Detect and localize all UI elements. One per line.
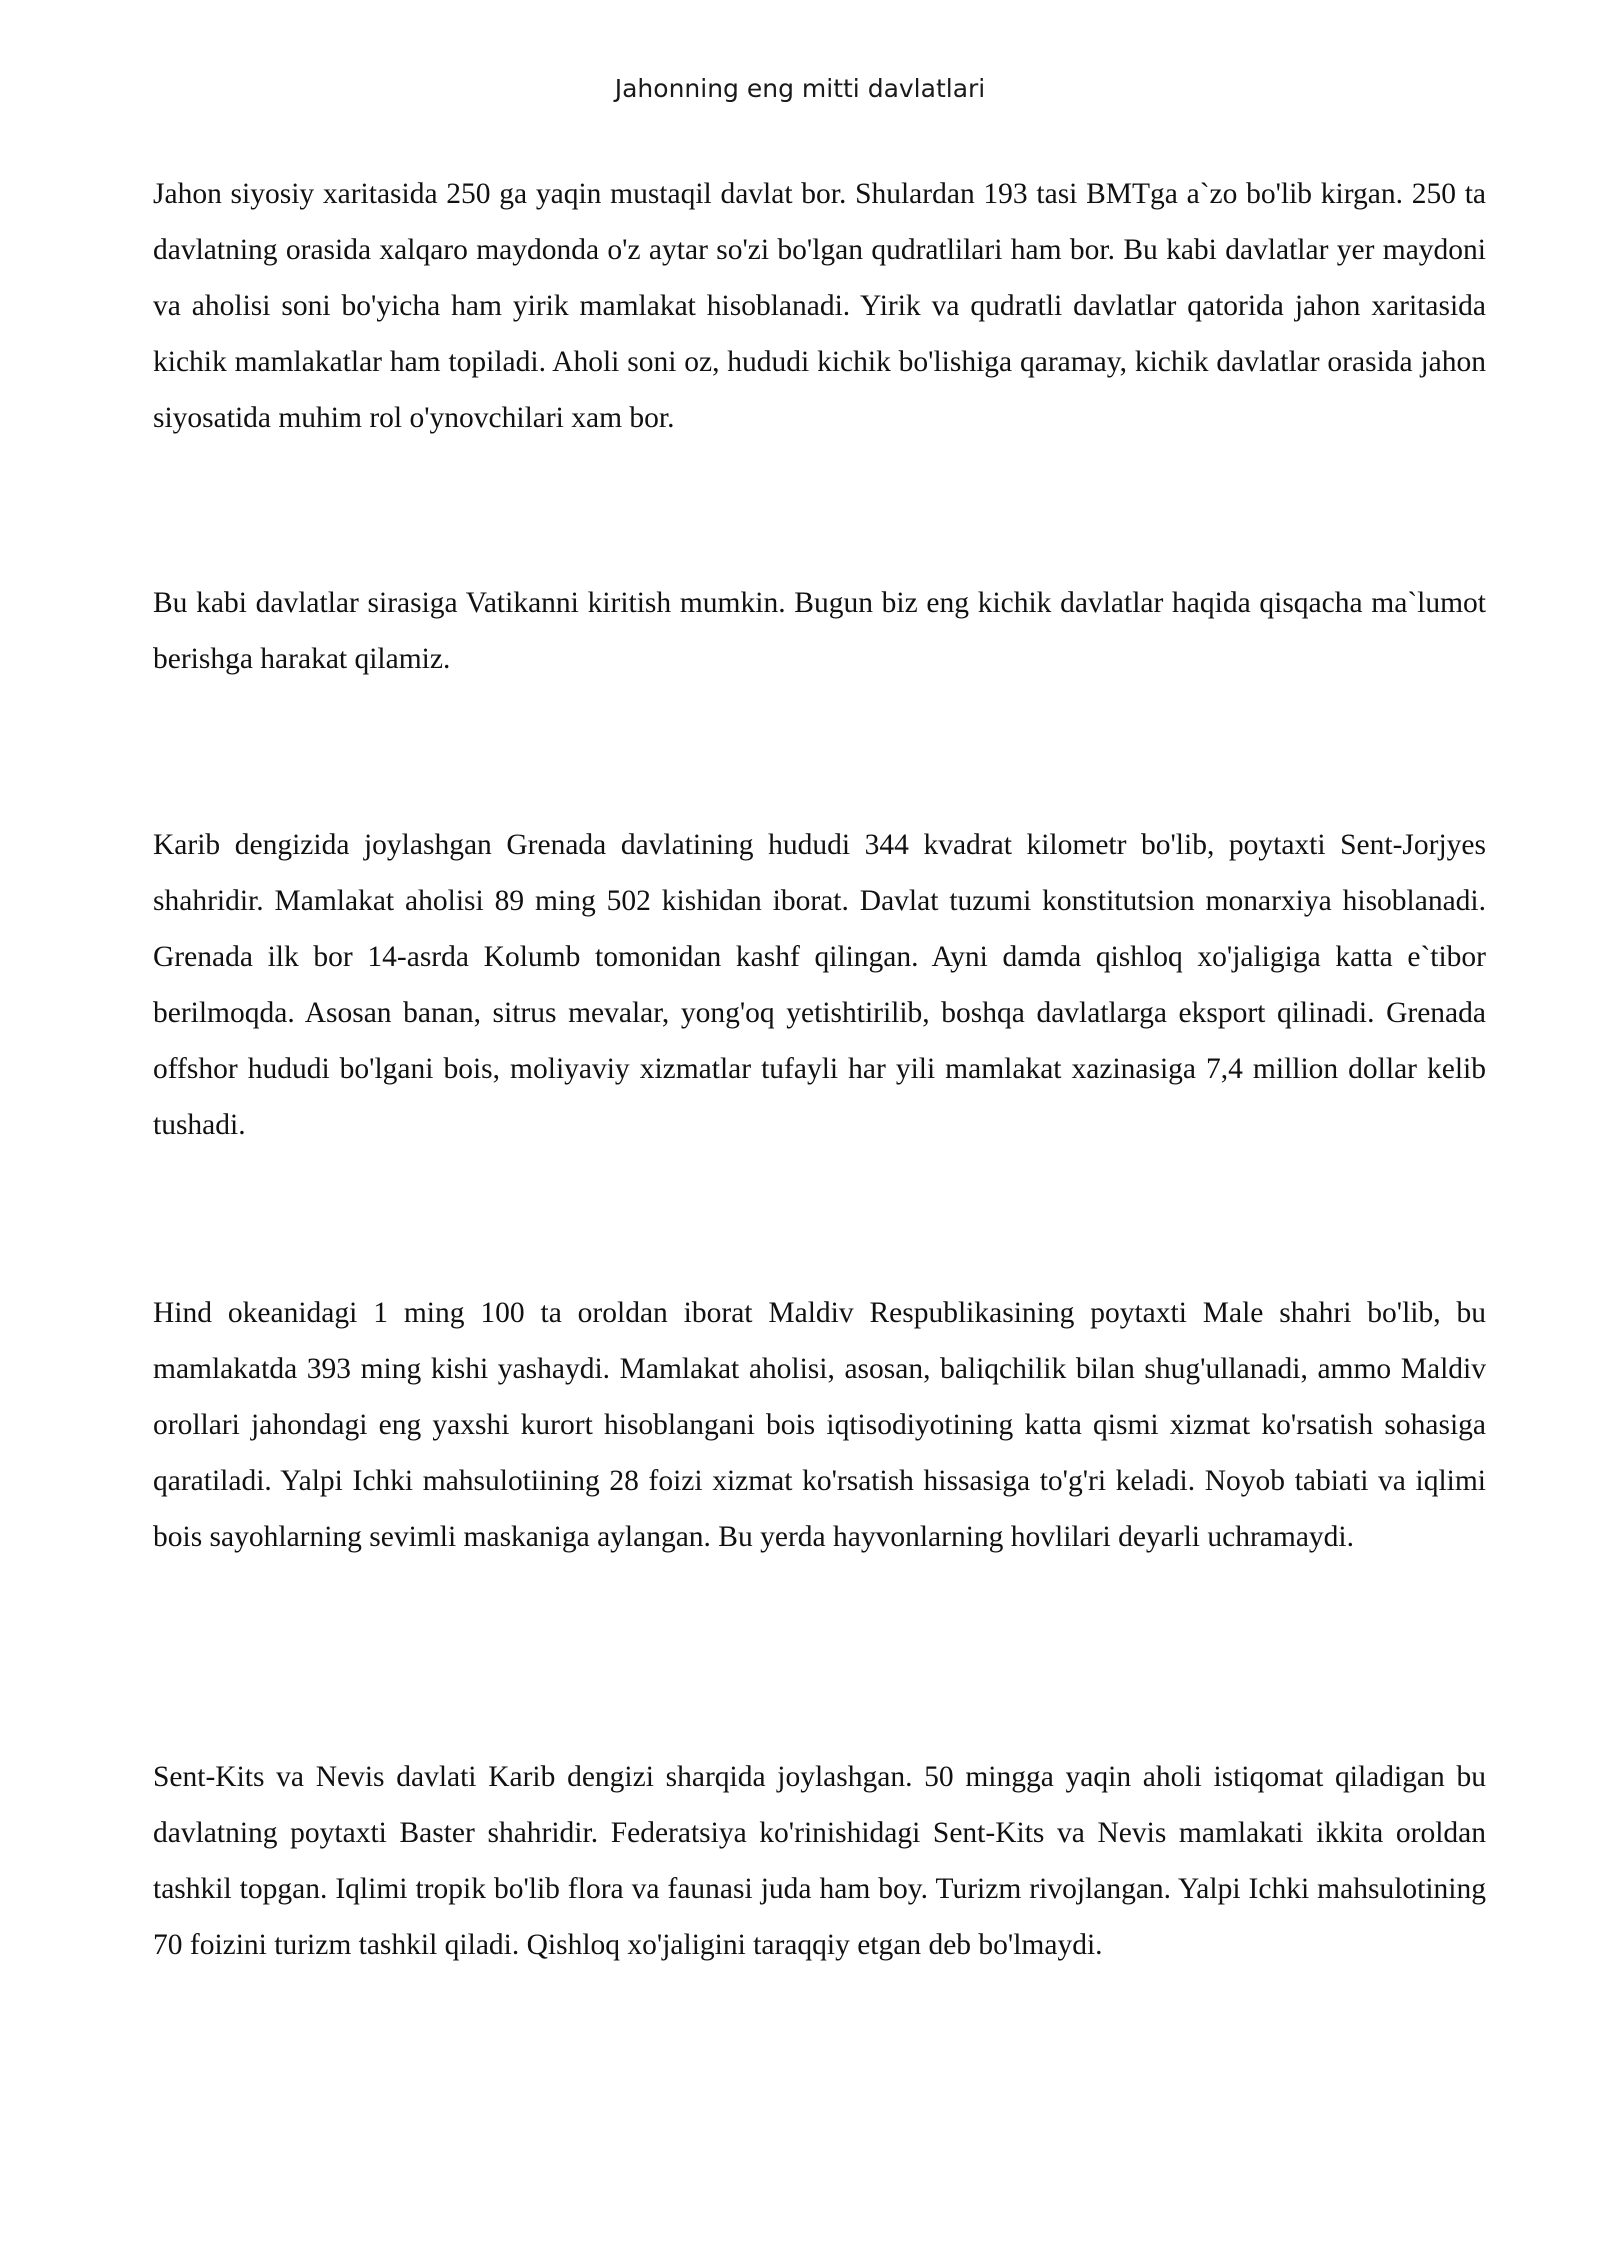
- paragraph-maldives: Hind okeanidagi 1 ming 100 ta oroldan iborat Maldiv Respublikasining poytaxti Male shahri bo'lib, bu mamlakatda 393 ming kishi yashaydi. Mamlakat aholisi, asosan, baliqchilik bilan shug'ullanadi, ammo Maldiv orollari jahondagi eng yaxshi kurort hisoblangani bois iqtisodiyotining katta qismi xizmat ko'rsatish sohasiga qaratiladi. Yalpi Ichki mahsulotiining 28 foizi xizmat ko'rsatish hissasiga to'g'ri keladi. Noyob tabiati va iqlimi bois sayohlarning sevimli maskaniga aylangan. Bu yerda hayvonlarning hovlilari deyarli uchramaydi.: [153, 1297, 1486, 1553]
- paragraph-grenada: Karib dengizida joylashgan Grenada davlatining hududi 344 kvadrat kilometr bo'lib, poytaxti Sent-Jorjyes shahridir. Mamlakat aholisi 89 ming 502 kishidan iborat. Davlat tuzumi konstitutsion monarxiya hisoblanadi. Grenada ilk bor 14-asrda Kolumb tomonidan kashf qilingan. Ayni damda qishloq xo'jaligiga katta e`tibor berilmoqda. Asosan banan, sitrus mevalar, yong'oq yetishtirilib, boshqa davlatlarga eksport qilinadi. Grenada offshor hududi bo'lgani bois, moliyaviy xizmatlar tufayli har yili mamlakat xazinasiga 7,4 million dollar kelib tushadi.: [153, 829, 1486, 1141]
- page-header-title: Jahonning eng mitti davlatlari: [614, 74, 986, 103]
- paragraph-intro: Jahon siyosiy xaritasida 250 ga yaqin mustaqil davlat bor. Shulardan 193 tasi BMTga a`zo bo'lib kirgan. 250 ta davlatning orasida xalqaro maydonda o'z aytar so'zi bo'lgan qudratlilari ham bor. Bu kabi davlatlar yer maydoni va aholisi soni bo'yicha ham yirik mamlakat hisoblanadi. Yirik va qudratli davlatlar qatorida jahon xaritasida kichik mamlakatlar ham topiladi. Aholi soni oz, hududi kichik bo'lishiga qaramay, kichik davlatlar orasida jahon siyosatida muhim rol o'ynovchilari xam bor.: [153, 178, 1486, 434]
- paragraph-vatican: Bu kabi davlatlar sirasiga Vatikanni kiritish mumkin. Bugun biz eng kichik davlatlar haqida qisqacha ma`lumot berishga harakat qilamiz.: [153, 587, 1486, 675]
- paragraph-saint-kitts-nevis: Sent-Kits va Nevis davlati Karib dengizi sharqida joylashgan. 50 mingga yaqin aholi istiqomat qiladigan bu davlatning poytaxti Baster shahridir. Federatsiya ko'rinishidagi Sent-Kits va Nevis mamlakati ikkita oroldan tashkil topgan. Iqlimi tropik bo'lib flora va faunasi juda ham boy. Turizm rivojlangan. Yalpi Ichki mahsulotining 70 foizini turizm tashkil qiladi. Qishloq xo'jaligini taraqqiy etgan deb bo'lmaydi.: [153, 1761, 1486, 1961]
